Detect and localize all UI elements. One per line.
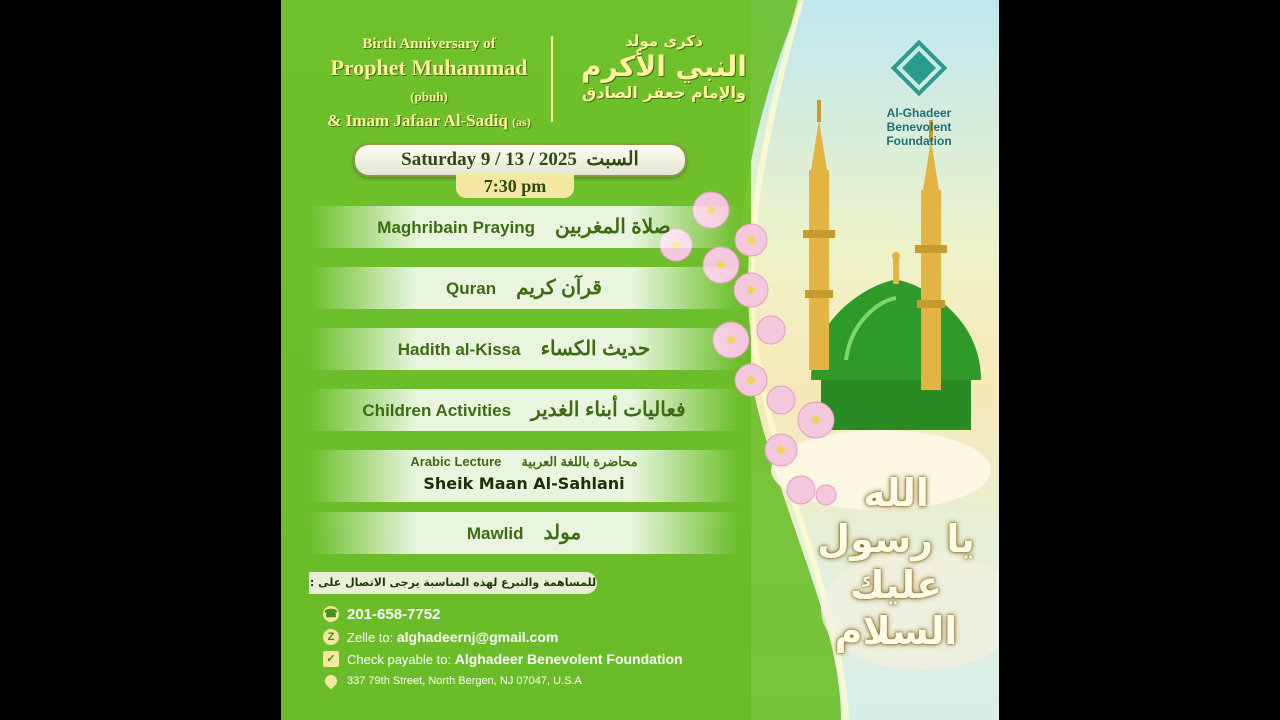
- header-en-line3-text: & Imam Jafaar Al-Sadiq: [327, 111, 508, 130]
- event-date-ar: السبت: [586, 149, 639, 170]
- header-en-line2-text: Prophet Muhammad: [330, 55, 528, 80]
- contact-phone: [323, 603, 440, 625]
- lecture-label-en: Arabic Lecture: [410, 454, 502, 469]
- program-item-ar: حديث الكساء: [540, 338, 651, 360]
- lecture-label-ar: محاضرة باللغة العربية: [521, 454, 638, 469]
- foundation-logo: [871, 38, 967, 148]
- event-date-en: Saturday 9 / 13 / 2025: [401, 149, 577, 170]
- location-pin-icon: [323, 673, 340, 690]
- contact-zelle: [323, 626, 558, 648]
- check-icon: ✓: [323, 651, 339, 667]
- zelle-email[interactable]: alghadeernj@gmail.com: [396, 629, 559, 645]
- lecture-item: [309, 450, 739, 502]
- program-item-en: Hadith al-Kissa: [397, 340, 521, 359]
- header-en-line1: Birth Anniversary of: [362, 36, 496, 52]
- header-ar-line2: النبي الأكرم: [581, 50, 747, 83]
- logo-name-line3: Foundation: [886, 134, 952, 148]
- header-en-line2-suffix: (pbuh): [410, 89, 448, 104]
- contact-check: [323, 648, 683, 670]
- address-text: 337 79th Street, North Bergen, NJ 07047, U.S.A: [347, 675, 582, 687]
- program-item-en: Children Activities: [362, 401, 512, 420]
- header-divider: [551, 36, 553, 122]
- logo-mark-icon: [889, 38, 949, 98]
- logo-name-line1: Al-Ghadeer: [886, 106, 952, 120]
- mawlid-ar: مولد: [543, 522, 582, 544]
- header-banner: [309, 28, 779, 132]
- calligraphy: [801, 470, 991, 654]
- program-item-en: Quran: [446, 279, 497, 298]
- event-date: [353, 143, 687, 177]
- flyer: [281, 0, 999, 720]
- program-item: [309, 328, 739, 370]
- mawlid-en: Mawlid: [466, 524, 524, 543]
- header-arabic: [559, 28, 769, 132]
- calligraphy-line1: الله: [863, 471, 929, 515]
- zelle-label: Zelle to:: [347, 629, 394, 645]
- green-dome: [811, 252, 981, 430]
- header-en-line3: [309, 111, 549, 131]
- phone-icon: ☎: [324, 608, 338, 620]
- program-item-ar: قرآن كريم: [516, 277, 602, 299]
- check-payee: Alghadeer Benevolent Foundation: [454, 651, 683, 667]
- lecture-speaker: Sheik Maan Al-Sahlani: [423, 474, 625, 493]
- lecture-label: [309, 454, 739, 470]
- header-english: [309, 28, 549, 132]
- mawlid-item: [309, 512, 739, 554]
- logo-name-line2: Benevolent: [886, 120, 952, 134]
- program-item: [309, 206, 739, 248]
- program-item-ar: صلاة المغربين: [555, 216, 671, 238]
- event-time: 7:30 pm: [456, 174, 574, 198]
- logo-name: [871, 106, 967, 148]
- phone-number[interactable]: 201-658-7752: [347, 605, 441, 623]
- calligraphy-line2: يا رسول: [817, 517, 975, 561]
- check-label: Check payable to:: [347, 651, 452, 667]
- calligraphy-line4: السلام: [834, 609, 958, 653]
- program-item-ar: فعاليات أبناء الغدير: [531, 399, 686, 421]
- zelle-icon: Z: [323, 629, 339, 645]
- header-en-line3-suffix: (as): [512, 115, 531, 129]
- calligraphy-line3: عليك: [849, 563, 943, 607]
- header-ar-line3: والإمام جعفر الصادق: [582, 83, 746, 102]
- program-item-en: Maghribain Praying: [377, 218, 536, 237]
- program-item: [309, 389, 739, 431]
- header-en-line2: [309, 55, 549, 107]
- header-ar-line1: ذكرى مولد: [625, 32, 703, 50]
- donation-banner: للمساهمة والتبرع لهذه المناسبة يرجى الاتصال على :: [309, 572, 597, 594]
- program-item: [309, 267, 739, 309]
- contact-address: [323, 670, 582, 692]
